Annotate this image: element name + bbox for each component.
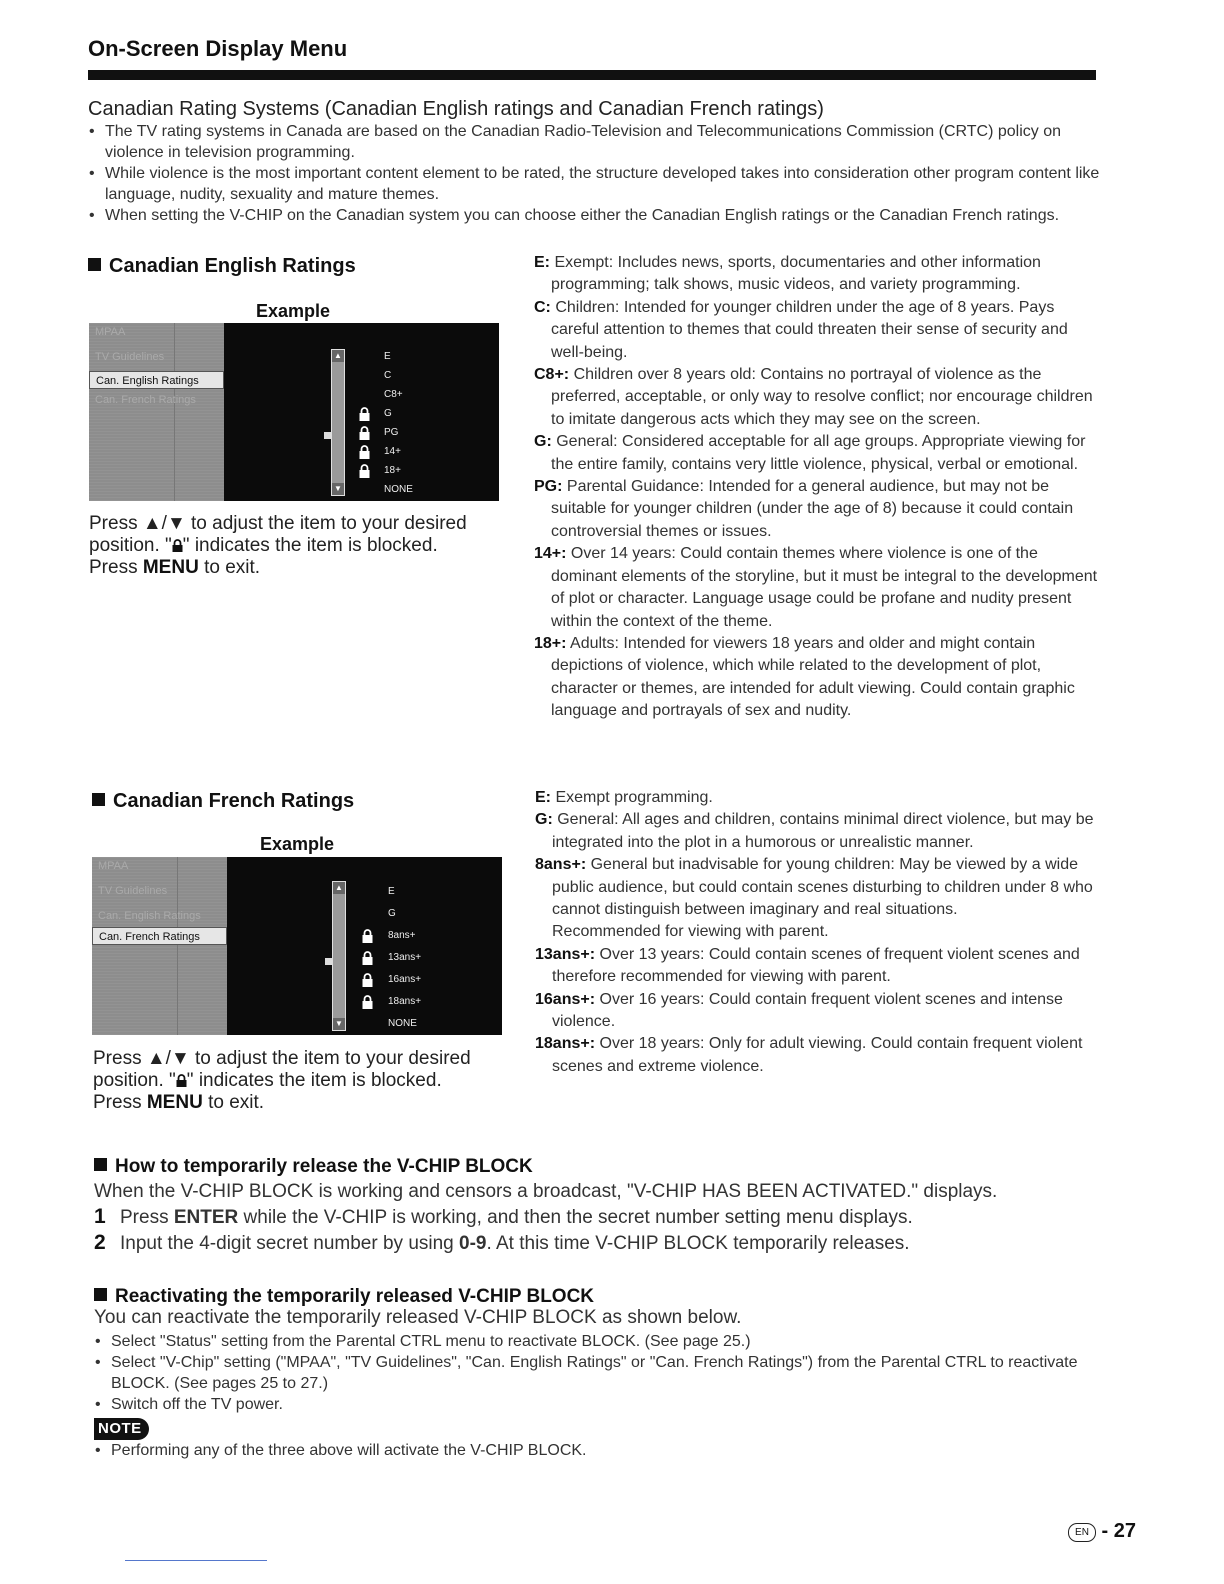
press-text: to exit.: [202, 1092, 265, 1113]
square-bullet-icon: [88, 258, 101, 271]
press-text: Press: [93, 1048, 147, 1069]
rating-definition: [534, 431, 1104, 476]
english-heading: [88, 255, 356, 278]
note-badge: NOTE: [94, 1418, 149, 1440]
press-text: to exit.: [198, 557, 261, 578]
reactivate-bullet: • Select "V-Chip" setting ("MPAA", "TV Guidelines", "Can. English Ratings" or "Can. French Ratings") from the Parental CTRL to reactivate BLOCK. (See pages 25 to 27.): [94, 1352, 1134, 1394]
scroll-down-icon[interactable]: ▼: [333, 1018, 345, 1030]
french-heading-text: Canadian French Ratings: [113, 790, 355, 812]
release-lead: When the V-CHIP BLOCK is working and censors a broadcast, "V-CHIP HAS BEEN ACTIVATED." displays.: [94, 1181, 998, 1202]
scroll-up-icon[interactable]: ▲: [333, 882, 345, 894]
rating-definition: [534, 252, 1104, 297]
reactivate-heading: [94, 1286, 594, 1308]
osd-rating-label: C8+: [384, 389, 403, 400]
lock-icon: [359, 464, 370, 478]
page-number-value: 27: [1113, 1520, 1137, 1542]
press-text: Press: [89, 557, 143, 578]
rating-definition: [534, 364, 1104, 431]
osd-rating-label: E: [388, 886, 395, 897]
rating-term: 14+:: [534, 545, 567, 563]
language-badge: EN: [1068, 1523, 1096, 1542]
osd-menu-item-can-english[interactable]: Can. English Ratings: [89, 371, 224, 389]
scroll-up-icon[interactable]: ▲: [332, 350, 344, 362]
rating-definition: [535, 854, 1105, 944]
osd-rating-label: 8ans+: [388, 930, 416, 941]
lock-icon: [362, 929, 373, 943]
reactivate-heading-text: Reactivating the temporarily released V-CHIP BLOCK: [115, 1286, 595, 1307]
french-heading: [92, 790, 354, 813]
osd-rating-row[interactable]: [89, 443, 499, 462]
reactivate-bullet: • Select "Status" setting from the Parental CTRL menu to reactivate BLOCK. (See page 25.): [94, 1331, 1134, 1352]
rating-definition: [535, 787, 1105, 809]
osd-rating-row[interactable]: [92, 883, 502, 902]
rating-term: G:: [534, 433, 552, 451]
lock-icon: [362, 951, 373, 965]
rating-description: Exempt: Includes news, sports, documentaries and other information programming; talk shows, music videos, and variety programming.: [551, 254, 1041, 294]
rating-term: 13ans+:: [535, 945, 596, 963]
osd-menu-item-tv-guidelines[interactable]: TV Guidelines: [95, 351, 165, 363]
osd-rating-row[interactable]: [92, 949, 502, 968]
english-instructions: [89, 513, 499, 579]
english-definitions: [534, 252, 1104, 723]
rating-description: General: Considered acceptable for all age groups. Appropriate viewing for the entire family, contains very little violence, physical, verbal or emotional.: [551, 433, 1086, 473]
osd-rating-row[interactable]: [89, 348, 499, 367]
rating-definition: [535, 944, 1105, 989]
rating-description: General but inadvisable for young children: May be viewed by a wide public audience, but could contain scenes disturbing to children under 8 who cannot distinguish between imaginary and real situations.: [552, 856, 1093, 919]
osd-rating-label: C: [384, 370, 392, 381]
press-text: " indicates the item is blocked.: [186, 1070, 442, 1091]
osd-rating-row[interactable]: [89, 462, 499, 481]
press-text: Press: [93, 1092, 147, 1113]
osd-rating-label: NONE: [388, 1018, 417, 1029]
rating-term: 18+:: [534, 634, 567, 652]
lock-icon: [359, 407, 370, 421]
osd-rating-label: 16ans+: [388, 974, 422, 985]
osd-rating-row[interactable]: [92, 971, 502, 990]
french-osd-screen: [92, 857, 502, 1035]
square-bullet-icon: [94, 1288, 107, 1301]
note-bullet: • Performing any of the three above will activate the V-CHIP BLOCK.: [94, 1440, 587, 1461]
osd-rating-label: 13ans+: [388, 952, 422, 963]
rating-definition: [535, 809, 1105, 854]
osd-menu-item-mpaa[interactable]: MPAA: [98, 860, 129, 872]
english-heading-text: Canadian English Ratings: [109, 255, 356, 277]
rating-description: Children: Intended for younger children under the age of 8 years. Pays careful attention to themes that could threaten their sense of security and well-being.: [551, 298, 1068, 361]
intro-bullet: • The TV rating systems in Canada are based on the Canadian Radio-Television and Telecommunications Commission (CRTC) policy on violence in television programming.: [88, 121, 1108, 163]
rating-definition: [534, 297, 1104, 364]
release-step: [94, 1230, 1154, 1256]
osd-rating-label: NONE: [384, 484, 413, 495]
osd-menu-item-tv-guidelines[interactable]: TV Guidelines: [98, 885, 168, 897]
osd-rating-row[interactable]: [92, 1015, 502, 1034]
osd-rating-label: 18+: [384, 465, 401, 476]
rating-note: Recommended for viewing with parent.: [552, 923, 829, 941]
rating-term: C8+:: [534, 366, 570, 384]
rating-term: E:: [534, 254, 550, 271]
lock-icon: [359, 426, 370, 440]
osd-rating-row[interactable]: [92, 993, 502, 1012]
press-text: Press: [89, 513, 143, 534]
rating-description: Over 14 years: Could contain themes where violence is one of the dominant elements of the storyline, but it must be integral to the development of plot or character. Language usage could be profane and nudity present within the context of the theme.: [551, 545, 1098, 630]
osd-rating-row[interactable]: [89, 367, 499, 386]
intro-bullet: • When setting the V-CHIP on the Canadian system you can choose either the Canadian English ratings or the Canadian French ratings.: [88, 205, 1108, 226]
rating-definition: [534, 476, 1104, 543]
intro-title: Canadian Rating Systems (Canadian English ratings and Canadian French ratings): [88, 98, 824, 120]
menu-key: MENU: [142, 557, 199, 578]
osd-rating-row[interactable]: [89, 405, 499, 424]
enter-key: ENTER: [173, 1207, 239, 1228]
bottom-rule: [125, 1560, 267, 1561]
rating-description: Over 16 years: Could contain frequent violent scenes and intense violence.: [552, 990, 1063, 1031]
step-text: while the V-CHIP is working, and then the secret number setting menu displays.: [238, 1207, 913, 1228]
rating-term: PG:: [534, 478, 563, 496]
osd-menu-item-mpaa[interactable]: MPAA: [95, 326, 126, 338]
step-text: Input the 4-digit secret number by using: [120, 1233, 460, 1254]
release-heading: [94, 1156, 533, 1178]
osd-rating-row[interactable]: [89, 424, 499, 443]
step-number: 1: [94, 1205, 106, 1228]
up-down-arrows-icon: ▲/▼: [146, 1048, 190, 1069]
lock-icon: [176, 1074, 187, 1087]
osd-rating-label: PG: [384, 427, 399, 438]
osd-rating-label: E: [384, 351, 391, 362]
french-example-label: Example: [260, 834, 335, 854]
rating-description: Over 18 years: Only for adult viewing. Could contain frequent violent scenes and extreme violence.: [552, 1035, 1083, 1075]
osd-rating-row[interactable]: [92, 927, 502, 946]
page-title: On-Screen Display Menu: [88, 36, 348, 61]
rating-description: General: All ages and children, contains minimal direct violence, but may be integrated into the plot in a humorous or unrealistic manner.: [552, 811, 1094, 851]
english-example-label: Example: [256, 301, 331, 321]
step-text: Press: [120, 1207, 174, 1228]
lock-icon: [362, 973, 373, 987]
rating-description: Over 13 years: Could contain scenes of frequent violent scenes and therefore recommended for viewing with parent.: [552, 945, 1080, 986]
lock-icon: [362, 995, 373, 1009]
french-instructions: [93, 1048, 513, 1114]
header-rule: [88, 70, 1096, 80]
page-number: [1068, 1520, 1136, 1543]
release-body: [94, 1179, 1154, 1256]
digit-keys: 0-9: [459, 1233, 487, 1254]
lock-icon: [359, 445, 370, 459]
intro-bullet: • While violence is the most important content element to be rated, the structure developed takes into consideration other program content like language, nudity, sexuality and mature themes.: [88, 163, 1108, 205]
osd-menu-item-can-french[interactable]: Can. French Ratings: [92, 927, 227, 945]
rating-description: Exempt programming.: [555, 789, 713, 806]
scroll-down-icon[interactable]: ▼: [332, 483, 344, 495]
intro-bullets: [88, 121, 1108, 226]
step-number: 2: [94, 1231, 106, 1254]
rating-description: Children over 8 years old: Contains no portrayal of violence as the preferred, acceptable, or only way to resolve conflict; nor encourage children to imitate dangerous acts which they may see on the screen.: [551, 366, 1093, 428]
rating-term: 18ans+:: [535, 1035, 596, 1053]
rating-definition: [534, 633, 1104, 723]
reactivate-bullet: • Switch off the TV power.: [94, 1394, 1134, 1415]
osd-rating-label: G: [384, 408, 392, 419]
osd-rating-row[interactable]: [89, 386, 499, 405]
english-osd-screen: [89, 323, 499, 501]
reactivate-lead: You can reactivate the temporarily released V-CHIP BLOCK as shown below.: [94, 1307, 742, 1328]
rating-definition: [534, 543, 1104, 633]
note-bullets: [94, 1440, 587, 1461]
rating-definition: [535, 989, 1105, 1034]
press-text: to adjust the item to your desired position. ": [89, 513, 467, 556]
press-text: to adjust the item to your desired position. ": [93, 1048, 471, 1091]
step-text: . At this time V-CHIP BLOCK temporarily releases.: [486, 1233, 910, 1254]
square-bullet-icon: [94, 1158, 107, 1171]
rating-description: Adults: Intended for viewers 18 years and older and might contain depictions of violence, which while related to the development of plot, character or themes, are intended for adult viewing. Could contain graphic language and portrayals of sex and nudity.: [551, 634, 1075, 720]
osd-rating-label: G: [388, 908, 396, 919]
osd-rating-label: 18ans+: [388, 996, 422, 1007]
rating-term: 16ans+:: [535, 990, 596, 1008]
release-heading-text: How to temporarily release the V-CHIP BLOCK: [115, 1156, 533, 1177]
reactivate-bullets: [94, 1331, 1134, 1415]
menu-key: MENU: [146, 1092, 203, 1113]
osd-menu-item-can-english[interactable]: Can. English Ratings: [98, 910, 201, 922]
rating-definition: [535, 1033, 1105, 1078]
rating-term: G:: [535, 811, 553, 829]
osd-rating-row[interactable]: [89, 481, 499, 500]
rating-term: C:: [534, 298, 551, 316]
press-text: " indicates the item is blocked.: [182, 535, 438, 556]
release-step: [94, 1204, 1154, 1230]
osd-rating-row[interactable]: [92, 905, 502, 924]
osd-menu-item-can-french[interactable]: Can. French Ratings: [95, 394, 196, 406]
up-down-arrows-icon: ▲/▼: [142, 513, 186, 534]
french-definitions: [535, 787, 1105, 1078]
osd-rating-label: 14+: [384, 446, 401, 457]
rating-term: 8ans+:: [535, 856, 587, 874]
rating-term: E:: [535, 789, 551, 806]
lock-icon: [172, 539, 183, 552]
square-bullet-icon: [92, 793, 105, 806]
rating-description: Parental Guidance: Intended for a general audience, but may not be suitable for younger children (under the age of 8) because it could contain controversial themes or issues.: [551, 478, 1074, 540]
page-sep: -: [1096, 1520, 1114, 1542]
